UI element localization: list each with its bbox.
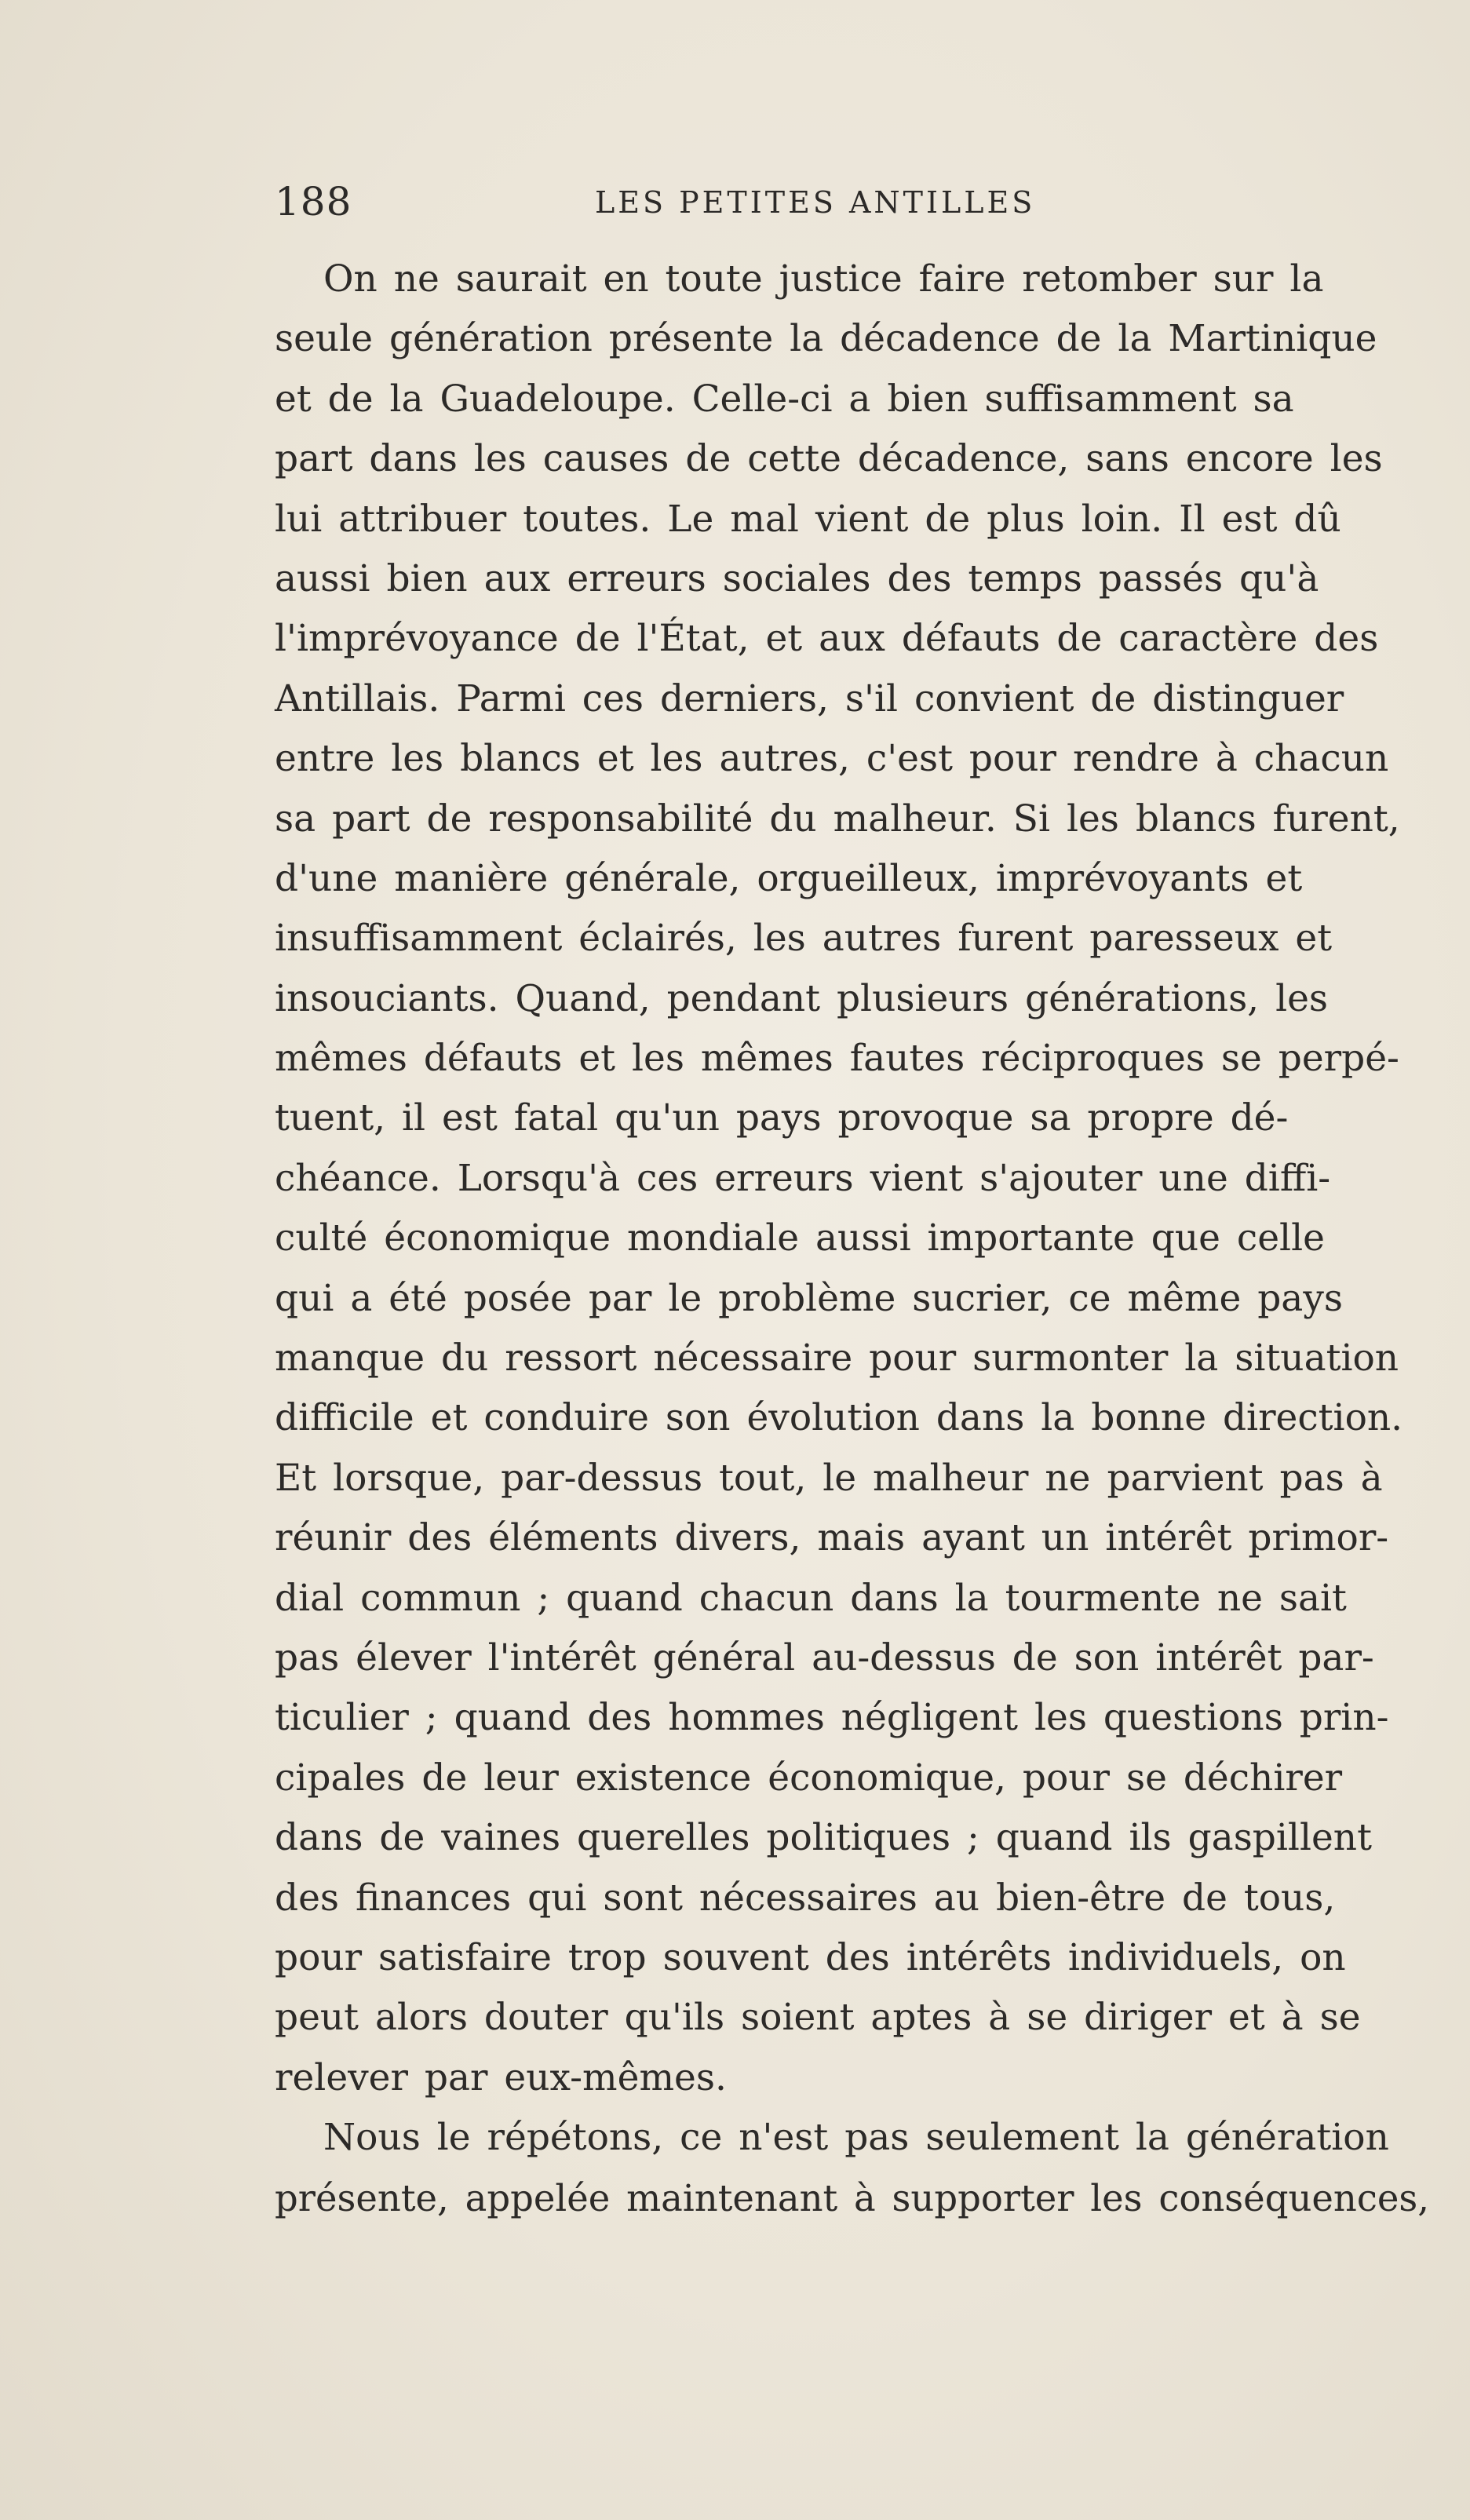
text-line: seule génération présente la décadence de la Martinique <box>275 317 1377 361</box>
text-line: Et lorsque, par-dessus tout, le malheur ne parvient pas à <box>275 1456 1383 1500</box>
text-line: insuffisamment éclairés, les autres furent paresseux et <box>275 917 1333 961</box>
text-line: des finances qui sont nécessaires au bien-être de tous, <box>275 1876 1336 1920</box>
text-line: et de la Guadeloupe. Celle-ci a bien suffisamment sa <box>275 377 1294 421</box>
text-line: peut alors douter qu'ils soient aptes à se diriger et à se <box>275 1996 1361 2040</box>
text-line: d'une manière générale, orgueilleux, imprévoyants et <box>275 856 1303 900</box>
text-line: culté économique mondiale aussi importante que celle <box>275 1216 1325 1260</box>
text-line: cipales de leur existence économique, pour se déchirer <box>275 1756 1343 1800</box>
text-line: manque du ressort nécessaire pour surmonter la situation <box>275 1337 1399 1380</box>
text-line: relever par eux-mêmes. <box>275 2055 727 2099</box>
text-line: On ne saurait en toute justice faire retomber sur la <box>323 257 1324 301</box>
text-line: dial commun ; quand chacun dans la tourmente ne sait <box>275 1576 1347 1620</box>
text-line: pas élever l'intérêt général au-dessus de son intérêt par- <box>275 1636 1374 1679</box>
text-line: pour satisfaire trop souvent des intérêts individuels, on <box>275 1935 1346 1979</box>
text-line: aussi bien aux erreurs sociales des temps passés qu'à <box>275 556 1319 600</box>
body-text <box>275 250 1436 2228</box>
text-line: entre les blancs et les autres, c'est pour rendre à chacun <box>275 737 1389 781</box>
text-line: difficile et conduire son évolution dans la bonne direction. <box>275 1396 1403 1440</box>
text-line: tuent, il est fatal qu'un pays provoque sa propre dé- <box>275 1096 1289 1140</box>
page-number: 188 <box>275 179 352 224</box>
text-line: Antillais. Parmi ces derniers, s'il convient de distinguer <box>275 676 1344 720</box>
running-title: LES PETITES ANTILLES <box>595 185 1036 220</box>
text-line: part dans les causes de cette décadence, sans encore les <box>275 437 1383 481</box>
text-line: insouciants. Quand, pendant plusieurs générations, les <box>275 976 1329 1020</box>
text-line: ticulier ; quand des hommes négligent les questions prin- <box>275 1696 1389 1740</box>
text-line: chéance. Lorsqu'à ces erreurs vient s'ajouter une diffi- <box>275 1156 1331 1200</box>
text-line: Nous le répétons, ce n'est pas seulement la génération <box>323 2116 1389 2160</box>
text-line: l'imprévoyance de l'État, et aux défauts de caractère des <box>275 617 1379 661</box>
text-line: mêmes défauts et les mêmes fautes réciproques se perpé- <box>275 1037 1399 1081</box>
text-line: présente, appelée maintenant à supporter les conséquences, <box>275 2176 1430 2219</box>
running-head <box>275 179 1114 226</box>
text-line: sa part de responsabilité du malheur. Si les blancs furent, <box>275 797 1400 841</box>
text-line: qui a été posée par le problème sucrier, ce même pays <box>275 1276 1343 1320</box>
text-line: lui attribuer toutes. Le mal vient de plus loin. Il est dû <box>275 497 1341 541</box>
text-line: réunir des éléments divers, mais ayant un intérêt primor- <box>275 1516 1389 1560</box>
text-line: dans de vaines querelles politiques ; quand ils gaspillent <box>275 1816 1372 1860</box>
